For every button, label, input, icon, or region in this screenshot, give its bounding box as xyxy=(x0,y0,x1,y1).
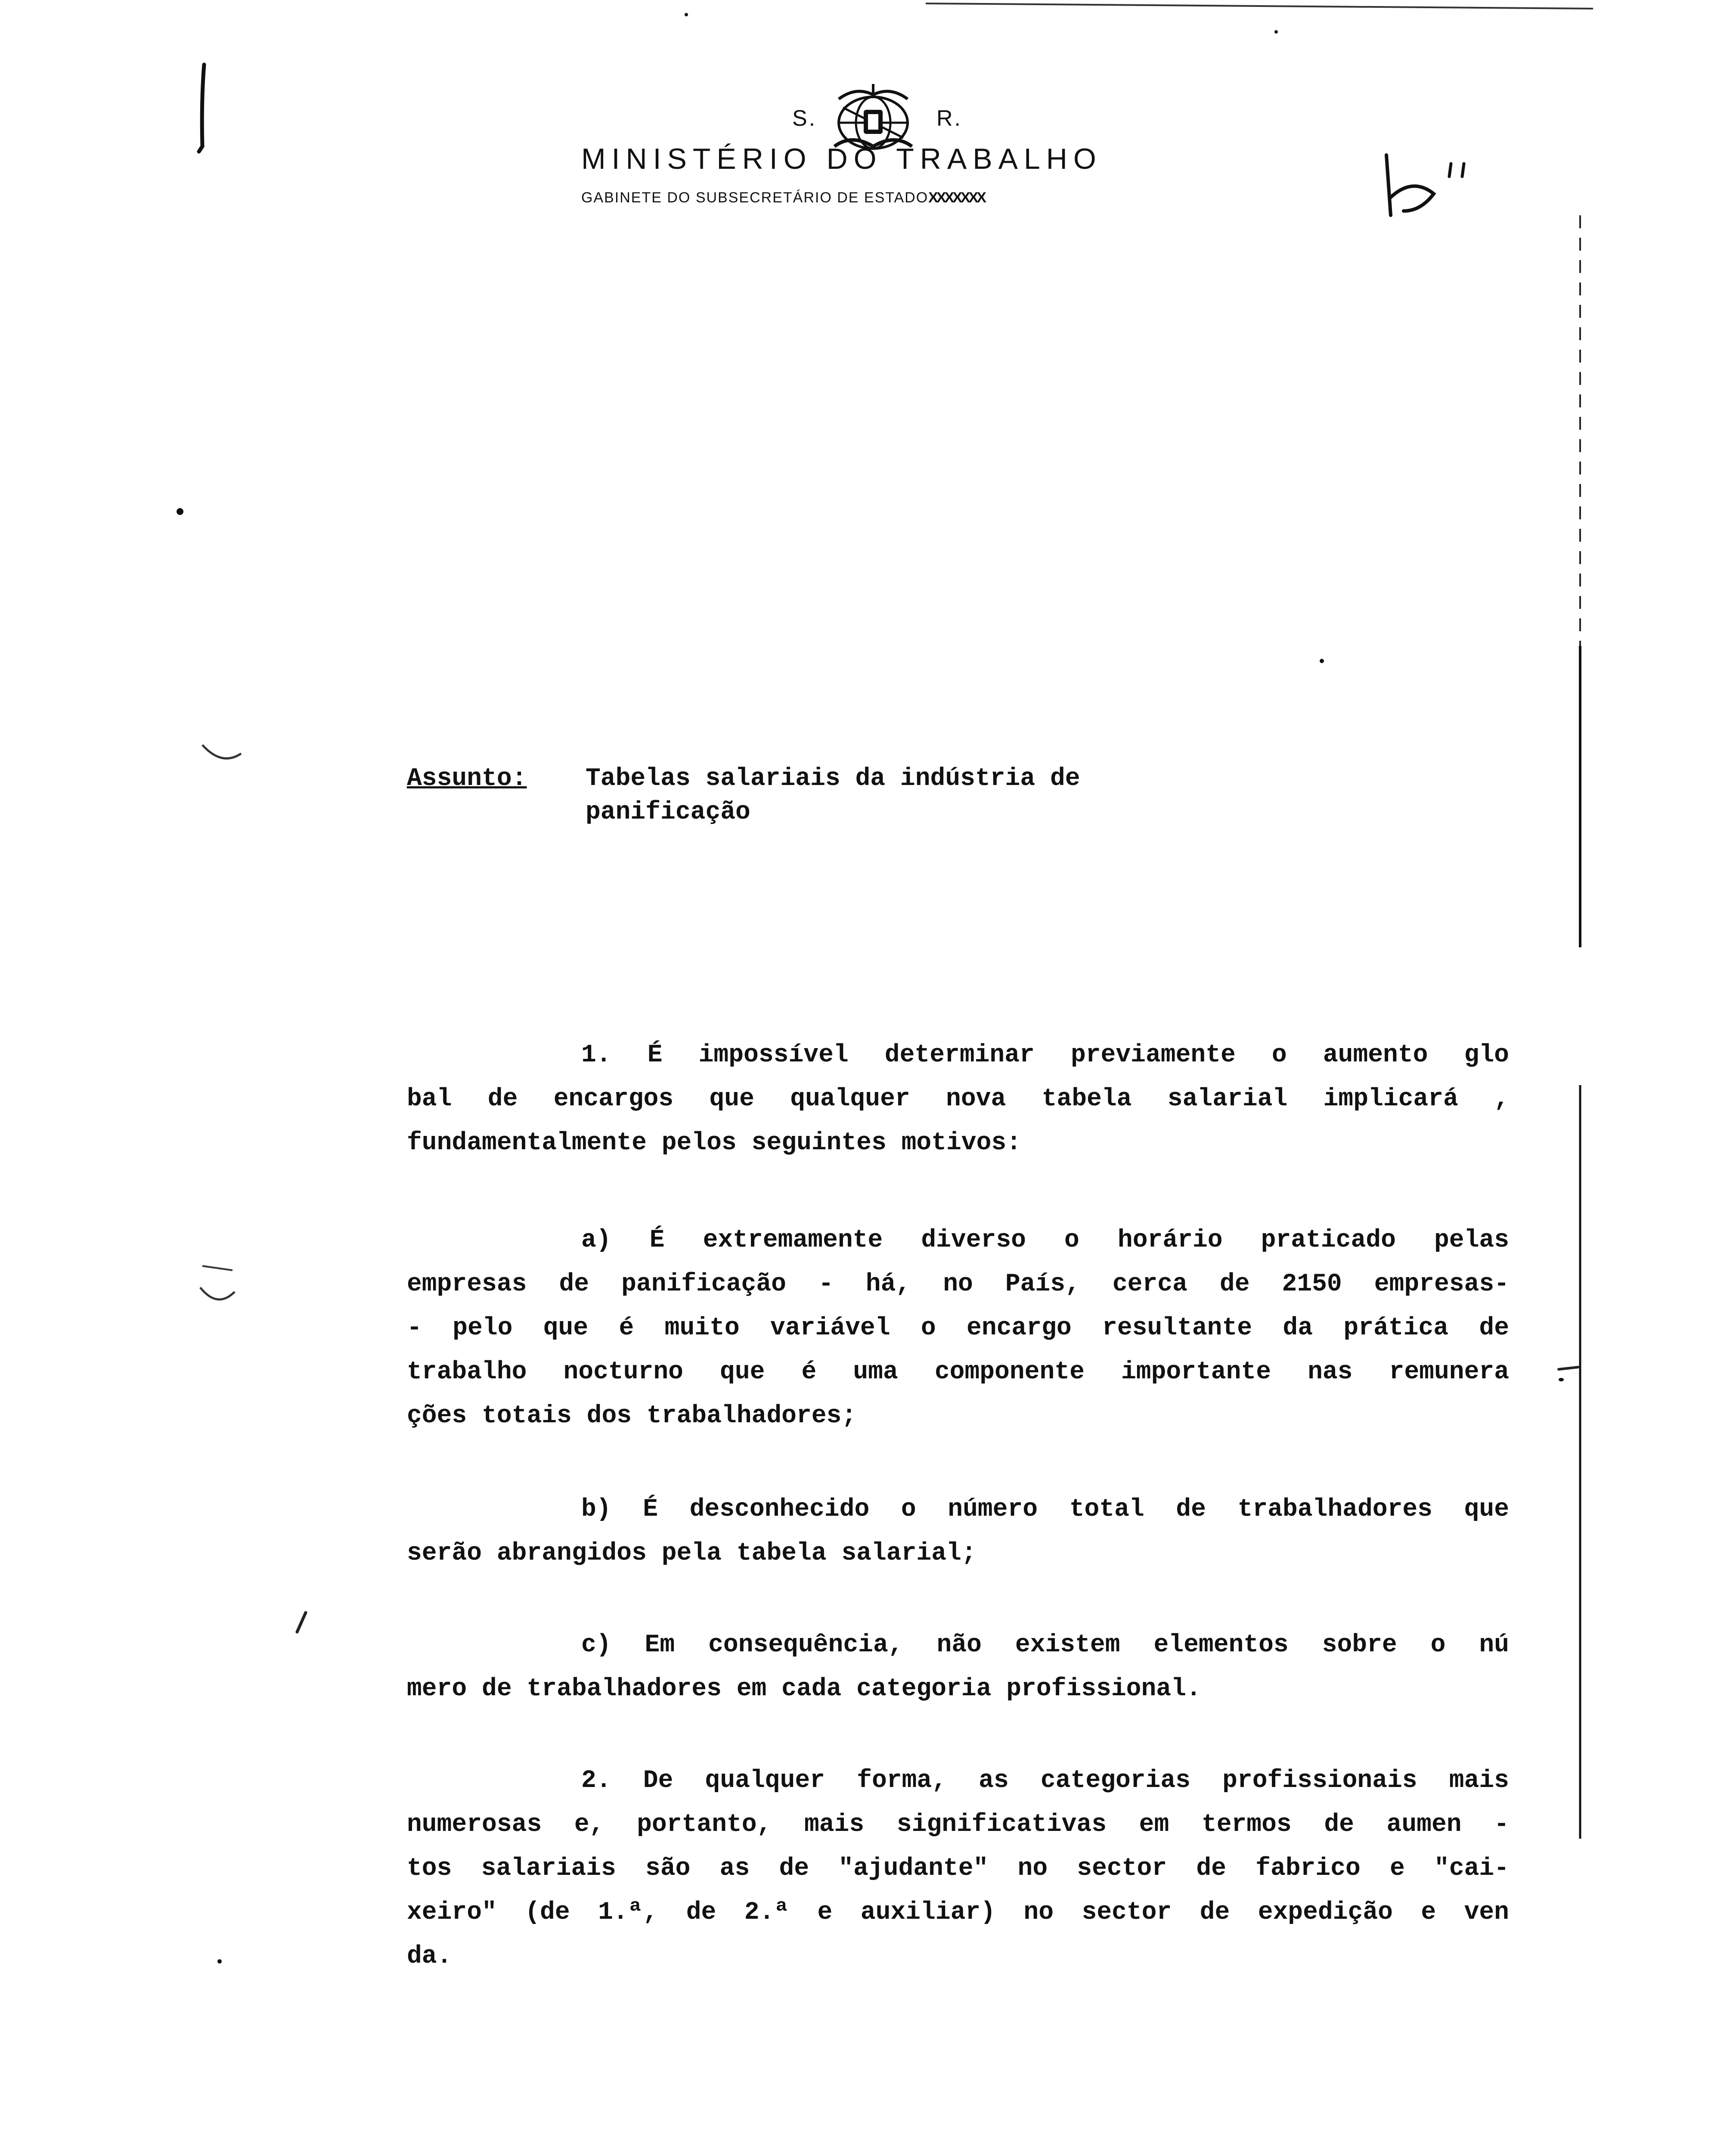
paragraph-line: xeiro" (de 1.ª, de 2.ª e auxiliar) no sector de expedição e ven xyxy=(407,1899,1509,1927)
paragraph-2 xyxy=(407,1759,1509,1979)
paragraph-line: empresas de panificação - há, no País, cerca de 2150 empresas- xyxy=(407,1270,1509,1298)
subject-line: Tabelas salariais da indústria de xyxy=(586,765,1080,793)
paragraph-line: serão abrangidos pela tabela salarial; xyxy=(407,1539,976,1567)
paragraph-c xyxy=(407,1623,1509,1711)
paragraph-a xyxy=(407,1219,1509,1438)
speck xyxy=(685,13,688,16)
right-margin-line-upper xyxy=(1576,215,1584,947)
letterhead-s: S. xyxy=(792,106,817,131)
subject-line: panificação xyxy=(586,798,750,826)
cabinet-name: GABINETE DO SUBSECRETÁRIO DE ESTADO xyxy=(581,189,929,206)
subject-text xyxy=(586,762,1231,829)
top-edge-line xyxy=(926,0,1593,13)
cabinet-struck-text: XXXXXXX xyxy=(928,189,985,206)
pen-tick xyxy=(293,1610,310,1636)
cabinet-line xyxy=(581,189,985,206)
right-margin-line-lower xyxy=(1576,1085,1584,1839)
paragraph-b xyxy=(407,1488,1509,1576)
margin-pen-stroke xyxy=(189,60,215,159)
punch-hole-arc xyxy=(198,741,245,771)
letterhead-r: R. xyxy=(936,106,962,131)
subject-label: Assunto: xyxy=(407,765,527,793)
paragraph-line: 1. É impossível determinar previamente o aumento glo xyxy=(581,1041,1509,1069)
paragraph-1 xyxy=(407,1033,1509,1165)
speck xyxy=(1274,30,1278,34)
speck xyxy=(1320,659,1324,663)
paragraph-line: bal de encargos que qualquer nova tabela salarial implicará , xyxy=(407,1085,1509,1113)
speck xyxy=(177,508,183,515)
handwritten-annotation xyxy=(1373,146,1472,224)
paragraph-line: a) É extremamente diverso o horário praticado pelas xyxy=(581,1226,1509,1254)
margin-arrow xyxy=(1554,1361,1580,1374)
speck xyxy=(1559,1378,1564,1381)
punch-hole-arc xyxy=(194,1257,241,1309)
paragraph-line: 2. De qualquer forma, as categorias profissionais mais xyxy=(581,1767,1509,1795)
paragraph-line: b) É desconhecido o número total de trabalhadores que xyxy=(581,1495,1509,1523)
paragraph-line: da. xyxy=(407,1942,452,1970)
paragraph-line: ções totais dos trabalhadores; xyxy=(407,1402,857,1430)
speck xyxy=(217,1959,222,1964)
paragraph-line: fundamentalmente pelos seguintes motivos: xyxy=(407,1129,1022,1157)
paragraph-line: - pelo que é muito variável o encargo resultante da prática de xyxy=(407,1314,1509,1342)
paragraph-line: trabalho nocturno que é uma componente importante nas remunera xyxy=(407,1358,1509,1386)
paragraph-line: numerosas e, portanto, mais significativas em termos de aumen - xyxy=(407,1811,1509,1839)
paragraph-line: c) Em consequência, não existem elementos sobre o nú xyxy=(581,1631,1509,1659)
paragraph-line: tos salariais são as de "ajudante" no sector de fabrico e "cai- xyxy=(407,1855,1509,1883)
paragraph-line: mero de trabalhadores em cada categoria profissional. xyxy=(407,1675,1201,1703)
ministry-name: MINISTÉRIO DO TRABALHO xyxy=(581,143,1102,175)
